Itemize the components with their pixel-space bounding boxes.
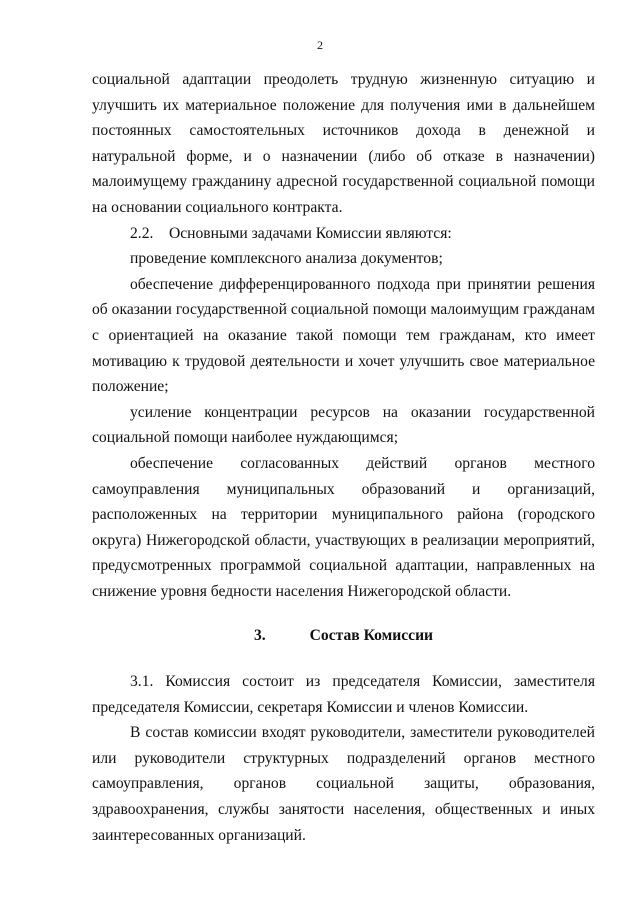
section-3-number: 3. — [253, 627, 266, 645]
document-body — [92, 67, 595, 848]
paragraph-continuation: социальной адаптации преодолеть трудную жизненную ситуацию и улучшить их материальное положение для получения ими в дальнейшем постоянных самостоятельных источников дохода в денежной и натуральной форме, и о назначении (либо об отказе в назначении) малоимущему гражданину адресной государственной социальной помощи на основании социального контракта. — [92, 71, 595, 216]
task-item-approach: обеспечение дифференцированного подхода при принятии решения об оказании государственной социальной помощи малоимущим гражданам с ориентацией на оказание такой помощи тем гражданам, кто имеет мотивацию к трудовой деятельности и хочет улучшить свое материальное положение; — [92, 275, 595, 396]
task-item-coordination: обеспечение согласованных действий органов местного самоуправления муниципальных образований и организаций, расположенных на территории муниципального района (городского округа) Нижегородской области, участвующих в реализации мероприятий, предусмотренных программой социальной адаптации, направленных на снижение уровня бедности населения Нижегородской области. — [92, 454, 595, 600]
page-number: 2 — [317, 38, 323, 52]
paragraph-3-1: 3.1. Комиссия состоит из председателя Комиссии, заместителя председателя Комиссии, секретаря Комиссии и членов Комиссии. — [92, 673, 595, 716]
section-3-heading — [92, 623, 595, 649]
paragraph-2-2-heading: 2.2. Основными задачами Комиссии являются: — [130, 224, 452, 242]
task-item-resources: усиление концентрации ресурсов на оказании государственной социальной помощи наиболее нуждающимся; — [92, 403, 595, 447]
paragraph-commission-members: В состав комиссии входят руководители, заместители руководителей или руководители структурных подразделений органов местного самоуправления, органов социальной защиты, образования, здравоохранения, службы занятости населения, общественных и иных заинтересованных организаций. — [92, 724, 595, 844]
section-3-title: Состав Комиссии — [309, 627, 434, 645]
task-item-analysis: проведение комплексного анализа документов; — [130, 250, 443, 268]
